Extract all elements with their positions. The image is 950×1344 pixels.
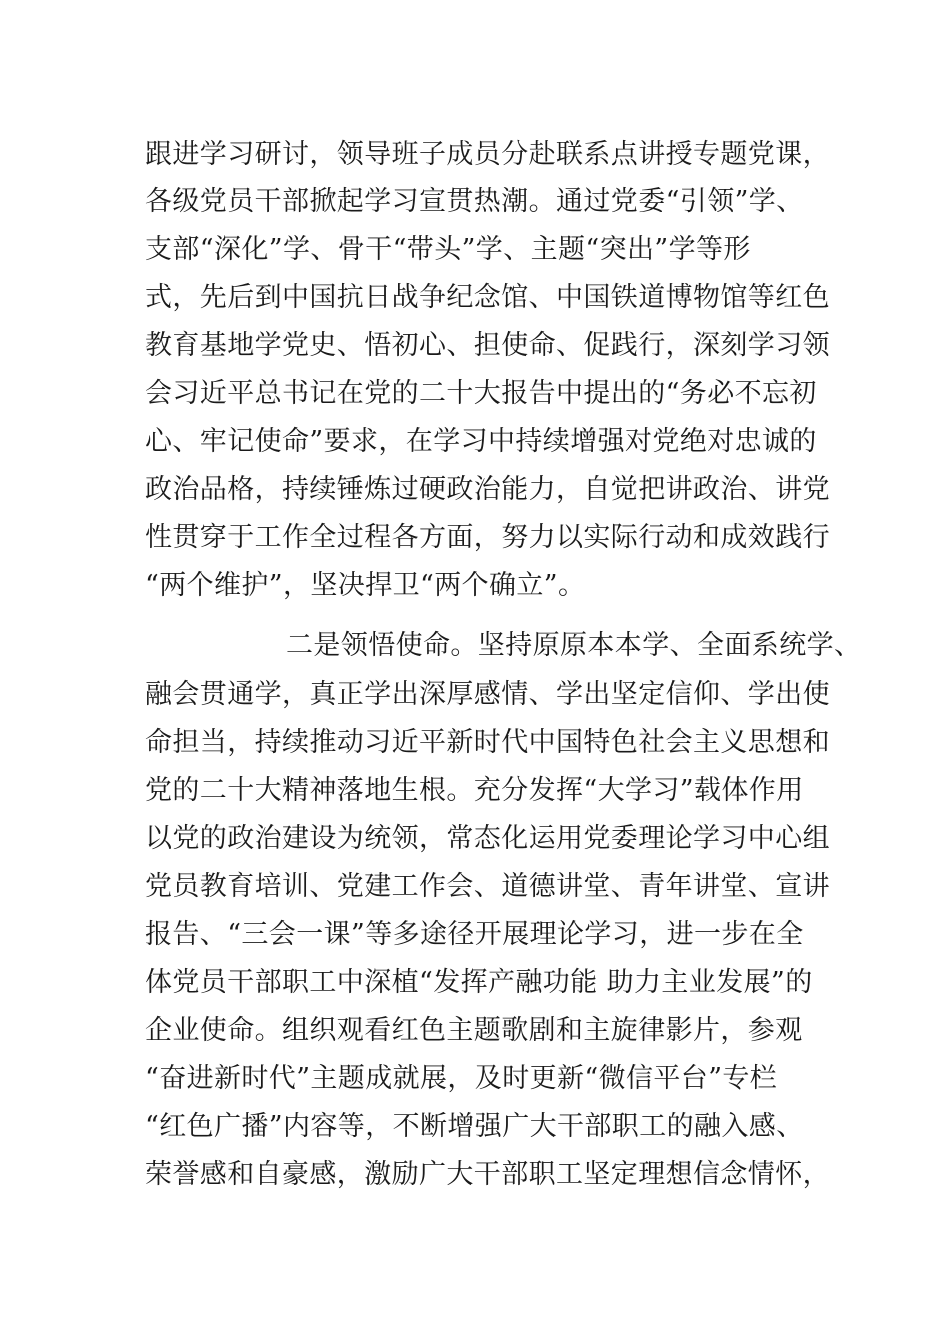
text-line: “奋进新时代”主题成就展，及时更新“微信平台”专栏 [145,1063,778,1094]
text-line: 党员教育培训、党建工作会、道德讲堂、青年讲堂、宣讲 [145,871,830,902]
text-line: 会习近平总书记在党的二十大报告中提出的“务必不忘初 [145,378,817,409]
text-line: 跟进学习研讨，领导班子成员分赴联系点讲授专题党课， [145,139,830,170]
text-line: 心、牢记使命”要求，在学习中持续增强对党绝对忠诚的 [145,426,817,457]
text-line: “两个维护”，坚决捍卫“两个确立”。 [145,570,586,601]
paragraph-heading-line: 二是领悟使命。坚持原原本本学、全面系统学、 [286,630,862,661]
text-line: 教育基地学党史、悟初心、担使命、促践行，深刻学习领 [145,330,830,361]
text-line: 命担当，持续推动习近平新时代中国特色社会主义思想和 [145,727,830,758]
text-line: 体党员干部职工中深植“发挥产融功能 助力主业发展”的 [145,967,813,998]
text-line: 荣誉感和自豪感，激励广大干部职工坚定理想信念情怀， [145,1159,830,1190]
text-line: 报告、“三会一课”等多途径开展理论学习，进一步在全 [145,919,804,950]
text-line: “红色广播”内容等，不断增强广大干部职工的融入感、 [145,1111,804,1142]
text-line: 各级党员干部掀起学习宣贯热潮。通过党委“引领”学、 [145,186,804,217]
text-line: 融会贯通学，真正学出深厚感情、学出坚定信仰、学出使 [145,679,830,710]
text-line: 支部“深化”学、骨干“带头”学、主题“突出”学等形 [145,234,751,265]
text-line: 政治品格，持续锤炼过硬政治能力，自觉把讲政治、讲党 [145,474,830,505]
text-line: 企业使命。组织观看红色主题歌剧和主旋律影片，参观 [145,1015,803,1046]
text-line: 以党的政治建设为统领，常态化运用党委理论学习中心组 [145,823,830,854]
text-line: 式，先后到中国抗日战争纪念馆、中国铁道博物馆等红色 [145,282,830,313]
text-line: 党的二十大精神落地生根。充分发挥“大学习”载体作用 [145,775,804,806]
text-line: 性贯穿于工作全过程各方面，努力以实际行动和成效践行 [145,522,830,553]
